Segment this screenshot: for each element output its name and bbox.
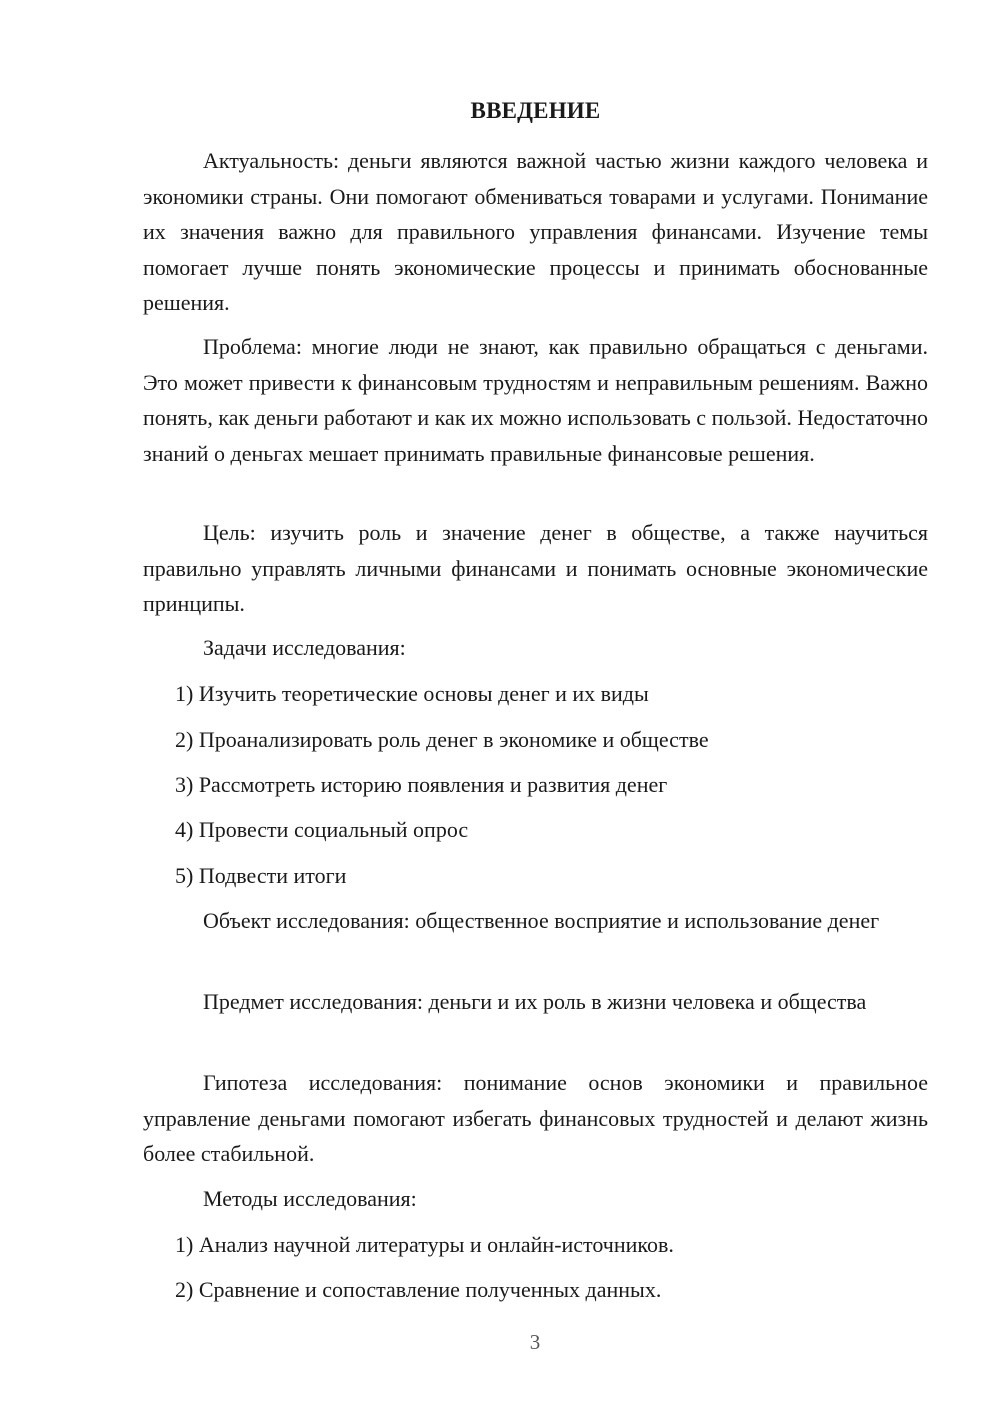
page-number: 3 bbox=[529, 1330, 541, 1354]
methods-heading: Методы исследования: bbox=[203, 1186, 417, 1211]
page-title: ВВЕДЕНИЕ bbox=[470, 98, 601, 123]
paragraph-object: Объект исследования: общественное восприятие и использование денег bbox=[203, 908, 880, 933]
task-item-1: 1) Изучить теоретические основы денег и их виды bbox=[175, 681, 649, 706]
tasks-heading: Задачи исследования: bbox=[203, 635, 406, 660]
task-item-5: 5) Подвести итоги bbox=[175, 863, 347, 888]
paragraph-hypothesis: Гипотеза исследования: понимание основ экономики и правильное управление деньгами помогают избегать финансовых трудностей и делают жизнь более стабильной. bbox=[143, 1070, 928, 1166]
paragraph-relevance: Актуальность: деньги являются важной частью жизни каждого человека и экономики страны. Они помогают обмениваться товарами и услугами. Понимание их значения важно для правильного управления финансами. Изучение темы помогает лучше понять экономические процессы и принимать обоснованные решения. bbox=[143, 148, 928, 315]
method-item-1: 1) Анализ научной литературы и онлайн-источников. bbox=[175, 1232, 674, 1257]
method-item-2: 2) Сравнение и сопоставление полученных данных. bbox=[175, 1277, 662, 1302]
paragraph-problem: Проблема: многие люди не знают, как правильно обращаться с деньгами. Это может привести к финансовым трудностям и неправильным решениям. Важно понять, как деньги работают и как их можно использовать с пользой. Недостаточно знаний о деньгах мешает принимать правильные финансовые решения. bbox=[143, 334, 928, 466]
task-item-4: 4) Провести социальный опрос bbox=[175, 817, 469, 842]
paragraph-subject: Предмет исследования: деньги и их роль в жизни человека и общества bbox=[203, 989, 867, 1014]
task-item-3: 3) Рассмотреть историю появления и развития денег bbox=[175, 772, 668, 797]
task-item-2: 2) Проанализировать роль денег в экономике и обществе bbox=[175, 727, 709, 752]
paragraph-goal: Цель: изучить роль и значение денег в обществе, а также научиться правильно управлять личными финансами и понимать основные экономические принципы. bbox=[143, 520, 928, 616]
